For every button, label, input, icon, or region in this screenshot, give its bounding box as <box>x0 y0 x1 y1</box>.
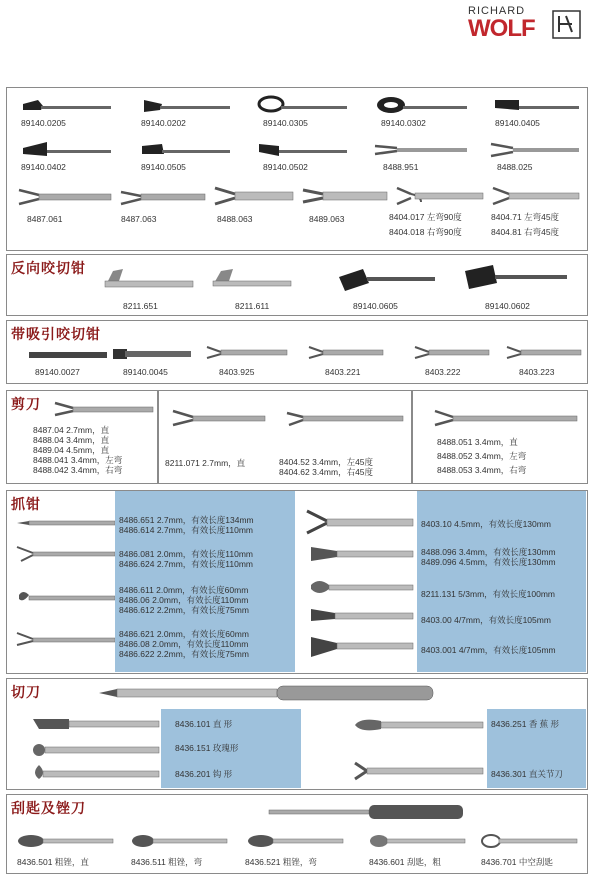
instrument-icon <box>99 263 195 293</box>
item-label: 8403.222 <box>425 367 461 377</box>
instrument-icon <box>299 182 389 210</box>
item-label: 8486.08 2.0mm，有效长度110mm <box>119 639 249 649</box>
instrument-icon <box>13 138 113 162</box>
item-label: 8488.052 3.4mm，左弯 <box>437 451 527 461</box>
instrument-icon <box>369 94 469 118</box>
item-label: 8489.063 <box>309 214 345 224</box>
section-reverse-cutting <box>6 254 588 316</box>
item-label: 8403.10 4.5mm，有效长度130mm <box>421 519 551 529</box>
item-label: 89140.0027 <box>35 367 80 377</box>
item-label: 89140.0305 <box>263 118 308 128</box>
item-label: 8488.04 3.4mm，直 <box>33 435 110 445</box>
instrument-icon <box>15 629 115 651</box>
brand-line2: WOLF <box>468 15 535 42</box>
section-title: 剪刀 <box>11 397 41 413</box>
item-label: 8404.62 3.4mm，右45度 <box>279 467 374 477</box>
instrument-icon <box>503 343 583 361</box>
item-label: 8436.701 中空刮匙 <box>481 857 553 867</box>
item-label: 8489.04 4.5mm，直 <box>33 445 110 455</box>
item-label: 8403.001 4/7mm，有效长度105mm <box>421 645 556 655</box>
item-label: 8211.131 5/3mm，有效长度100mm <box>421 589 556 599</box>
instrument-icon <box>351 759 485 783</box>
instrument-icon <box>367 831 467 851</box>
item-label: 8404.52 3.4mm，左45度 <box>279 457 374 467</box>
item-label: 8486.081 2.0mm，有效长度110mm <box>119 549 254 559</box>
item-label: 89140.0605 <box>353 301 398 311</box>
item-label: 8488.041 3.4mm，左弯 <box>33 455 123 465</box>
item-label: 8436.601 刮匙，粗 <box>369 857 441 867</box>
item-label: 8486.621 2.0mm，有效长度60mm <box>119 629 249 639</box>
instrument-icon <box>305 343 385 361</box>
item-label: 8403.00 4/7mm，有效长度105mm <box>421 615 551 625</box>
instrument-icon <box>97 683 437 703</box>
instrument-icon <box>29 739 161 761</box>
instrument-icon <box>369 138 469 162</box>
section-title: 带吸引咬切钳 <box>11 327 101 343</box>
instrument-icon <box>29 713 161 735</box>
item-label: 8488.053 3.4mm，右弯 <box>437 465 527 475</box>
section-forceps <box>6 87 588 251</box>
item-label: 89140.0502 <box>263 162 308 172</box>
section-suction-cutting <box>6 320 588 384</box>
instrument-icon <box>111 347 193 361</box>
item-label: 8403.223 <box>519 367 555 377</box>
instrument-icon <box>15 517 115 529</box>
instrument-icon <box>307 575 415 599</box>
instrument-icon <box>283 407 407 429</box>
item-label: 8403.221 <box>325 367 361 377</box>
instrument-icon <box>51 399 155 419</box>
section-scissors-mid <box>158 390 412 484</box>
instrument-icon <box>351 713 485 737</box>
item-label: 8486.622 2.2mm，有效长度75mm <box>119 649 249 659</box>
item-label: 89140.0045 <box>123 367 168 377</box>
instrument-icon <box>307 631 415 661</box>
item-label: 89140.0402 <box>21 162 66 172</box>
item-label: 8487.04 2.7mm，直 <box>33 425 110 435</box>
instrument-icon <box>27 349 109 361</box>
item-label: 8488.951 <box>383 162 419 172</box>
item-label: 89140.0602 <box>485 301 530 311</box>
item-label: 89140.0405 <box>495 118 540 128</box>
item-label: 8403.925 <box>219 367 255 377</box>
item-label: 8487.063 <box>121 214 157 224</box>
instrument-icon <box>211 182 295 210</box>
item-label: 8211.611 <box>235 301 270 311</box>
item-label: 8404.018 右弯90度 <box>389 227 462 237</box>
instrument-icon <box>169 407 267 429</box>
instrument-icon <box>391 182 485 210</box>
section-title: 切刀 <box>11 685 41 701</box>
item-label: 8436.151 玫瑰形 <box>175 743 239 753</box>
item-label: 8436.101 直 形 <box>175 719 233 729</box>
item-label: 8436.521 粗锉，弯 <box>245 857 317 867</box>
instrument-icon <box>479 831 579 851</box>
instrument-icon <box>249 138 349 162</box>
item-label: 8404.81 右弯45度 <box>491 227 560 237</box>
item-label: 8487.061 <box>27 214 63 224</box>
section-title: 抓钳 <box>11 497 41 513</box>
instrument-icon <box>431 407 581 429</box>
instrument-icon <box>13 96 113 118</box>
item-label: 8436.511 粗锉，弯 <box>131 857 203 867</box>
section-knives <box>6 678 588 790</box>
instrument-icon <box>207 263 293 293</box>
item-label: 8436.301 直关节刀 <box>491 769 563 779</box>
item-label: 8486.612 2.2mm，有效长度75mm <box>119 605 249 615</box>
item-label: 8488.042 3.4mm，右弯 <box>33 465 123 475</box>
item-label: 8486.06 2.0mm，有效长度110mm <box>119 595 249 605</box>
instrument-icon <box>115 184 207 210</box>
instrument-icon <box>485 138 581 162</box>
item-label: 8486.611 2.0mm，有效长度60mm <box>119 585 249 595</box>
instrument-icon <box>487 182 581 210</box>
instrument-icon <box>485 94 581 118</box>
item-label: 8436.201 钩 形 <box>175 769 233 779</box>
section-curettes <box>6 794 588 874</box>
item-label: 89140.0302 <box>381 118 426 128</box>
item-label: 8404.71 左弯45度 <box>491 212 560 222</box>
item-label: 8211.651 <box>123 301 158 311</box>
instrument-icon <box>411 343 491 361</box>
item-label: 8489.096 4.5mm，有效长度130mm <box>421 557 556 567</box>
brand-line1: RICHARD <box>468 5 526 17</box>
instrument-icon <box>15 587 115 609</box>
item-label: 89140.0505 <box>141 162 186 172</box>
instrument-icon <box>15 543 115 565</box>
instrument-icon <box>132 96 232 118</box>
section-scissors <box>6 390 158 484</box>
section-grasping <box>6 490 588 674</box>
instrument-icon <box>303 505 415 539</box>
instrument-icon <box>307 541 415 565</box>
instrument-icon <box>459 261 569 297</box>
brand-emblem-icon <box>552 10 582 40</box>
instrument-icon <box>132 138 232 162</box>
item-label: 8488.051 3.4mm，直 <box>437 437 518 447</box>
instrument-icon <box>267 801 467 823</box>
item-label: 8488.063 <box>217 214 253 224</box>
instrument-icon <box>203 343 289 361</box>
item-label: 89140.0202 <box>141 118 186 128</box>
section-title: 刮匙及锉刀 <box>11 801 86 817</box>
item-label: 89140.0205 <box>21 118 66 128</box>
item-label: 8486.614 2.7mm，有效长度110mm <box>119 525 254 535</box>
item-label: 8488.025 <box>497 162 533 172</box>
section-title: 反向咬切钳 <box>11 261 86 277</box>
item-label: 8436.501 粗锉，直 <box>17 857 89 867</box>
instrument-icon <box>13 184 113 210</box>
instrument-icon <box>15 831 115 851</box>
instrument-icon <box>333 263 437 297</box>
item-label: 8488.096 3.4mm，有效长度130mm <box>421 547 556 557</box>
instrument-icon <box>307 603 415 627</box>
item-label: 8486.651 2.7mm，有效长度134mm <box>119 515 254 525</box>
item-label: 8211.071 2.7mm，直 <box>165 458 246 468</box>
instrument-icon <box>245 831 345 851</box>
instrument-icon <box>249 94 349 118</box>
instrument-icon <box>129 831 229 851</box>
section-scissors-right <box>412 390 588 484</box>
item-label: 8436.251 香 蕉 形 <box>491 719 560 729</box>
item-label: 8404.017 左弯90度 <box>389 212 462 222</box>
item-label: 8486.624 2.7mm，有效长度110mm <box>119 559 254 569</box>
instrument-icon <box>29 761 161 785</box>
